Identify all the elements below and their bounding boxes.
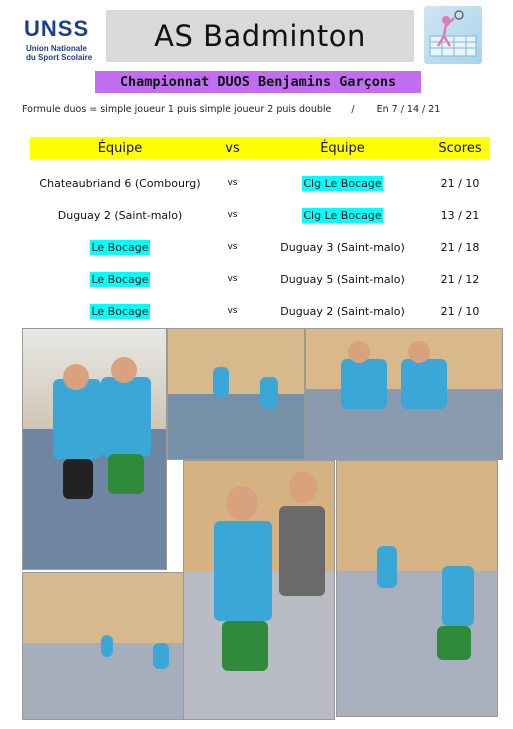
- formula-separator: /: [351, 104, 355, 115]
- header-team-1: Équipe: [97, 140, 143, 156]
- score-cell: 21 / 12: [440, 272, 480, 286]
- table-row: [30, 263, 490, 295]
- header-scores: Scores: [438, 140, 482, 156]
- vs-cell: vs: [227, 306, 238, 316]
- formula-sets: En 7 / 14 / 21: [376, 104, 441, 115]
- unss-logo: [22, 14, 112, 66]
- table-row: [30, 231, 490, 263]
- header-vs: vs: [225, 140, 240, 156]
- photo-two-players-closeup: [183, 460, 335, 720]
- table-row: [30, 295, 490, 327]
- team-1-cell: Chateaubriand 6 (Combourg): [39, 176, 201, 190]
- photo-two-players-standing: [22, 328, 167, 570]
- table-header-row: [30, 137, 490, 159]
- team-2-cell: Clg Le Bocage: [303, 208, 382, 222]
- logo-subtitle: [26, 44, 92, 62]
- header-team-2: Équipe: [320, 140, 365, 156]
- vs-cell: vs: [227, 210, 238, 220]
- badminton-player-image: [424, 6, 482, 64]
- vs-cell: vs: [227, 178, 238, 188]
- logo-wordmark: [24, 16, 89, 42]
- results-table: [30, 137, 490, 327]
- team-1-cell: Le Bocage: [91, 304, 149, 318]
- table-row: [30, 167, 490, 199]
- championship-subtitle: Championnat DUOS Benjamins Garçons: [119, 74, 397, 90]
- score-cell: 21 / 10: [440, 304, 480, 318]
- photo-players-sitting: [305, 328, 503, 460]
- photo-players-rallying: [167, 328, 305, 460]
- logo-line-2: du Sport Scolaire: [26, 53, 93, 62]
- page-title: AS Badminton: [154, 19, 366, 53]
- team-2-cell: Duguay 2 (Saint-malo): [280, 304, 405, 318]
- score-cell: 21 / 18: [440, 240, 480, 254]
- badminton-icon: [424, 6, 482, 64]
- title-banner: [106, 10, 414, 62]
- subtitle-banner: [95, 71, 421, 93]
- formula-line: [22, 104, 492, 115]
- photo-player-serving: [336, 460, 498, 717]
- photo-doubles-game: [22, 572, 184, 720]
- team-2-cell: Duguay 5 (Saint-malo): [280, 272, 405, 286]
- logo-text: UNSS: [24, 16, 90, 41]
- score-cell: 21 / 10: [440, 176, 480, 190]
- vs-cell: vs: [227, 242, 238, 252]
- team-1-cell: Duguay 2 (Saint-malo): [57, 208, 183, 222]
- team-1-cell: Le Bocage: [91, 272, 149, 286]
- formula-text: Formule duos = simple joueur 1 puis simple joueur 2 puis double: [22, 104, 332, 115]
- team-2-cell: Duguay 3 (Saint-malo): [280, 240, 405, 254]
- logo-line-1: Union Nationale: [26, 44, 87, 53]
- vs-cell: vs: [227, 274, 238, 284]
- score-cell: 13 / 21: [440, 208, 480, 222]
- table-row: [30, 199, 490, 231]
- team-1-cell: Le Bocage: [91, 240, 149, 254]
- team-2-cell: Clg Le Bocage: [303, 176, 382, 190]
